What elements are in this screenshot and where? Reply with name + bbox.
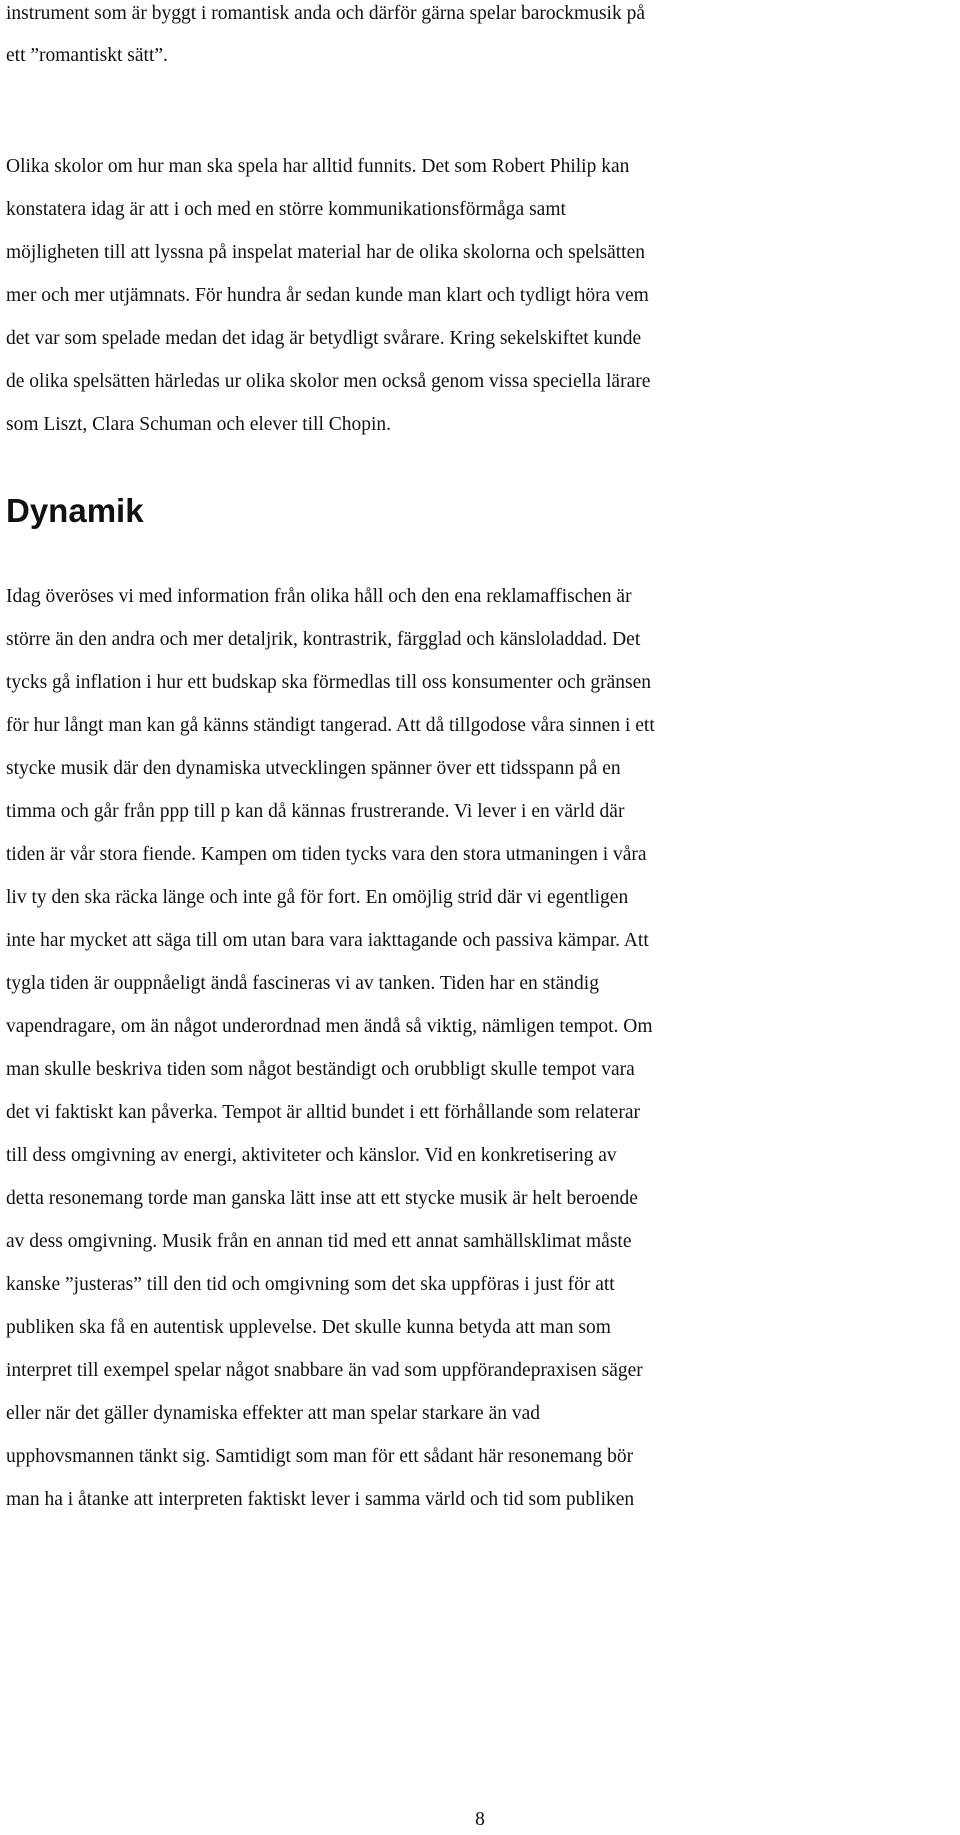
text-line: detta resonemang torde man ganska lätt inse att ett stycke musik är helt beroende: [6, 1188, 638, 1209]
text-line: kanske ”justeras” till den tid och omgivning som det ska uppföras i just för att: [6, 1274, 615, 1295]
text-line: stycke musik där den dynamiska utvecklingen spänner över ett tidsspann på en: [6, 758, 621, 779]
text-line: större än den andra och mer detaljrik, kontrastrik, färgglad och känsloladdad. Det: [6, 629, 641, 650]
text-line: konstatera idag är att i och med en större kommunikationsförmåga samt: [6, 199, 566, 220]
text-line: som Liszt, Clara Schuman och elever till Chopin.: [6, 414, 392, 435]
page-number: 8: [475, 1809, 485, 1830]
text-line: liv ty den ska räcka länge och inte gå för fort. En omöjlig strid där vi egentligen: [6, 887, 629, 908]
text-line: tycks gå inflation i hur ett budskap ska förmedlas till oss konsumenter och gränsen: [6, 672, 651, 693]
text-line: timma och går från ppp till p kan då kännas frustrerande. Vi lever i en värld där: [6, 801, 625, 822]
text-line: det var som spelade medan det idag är betydligt svårare. Kring sekelskiftet kunde: [6, 328, 642, 349]
text-line: tiden är vår stora fiende. Kampen om tiden tycks vara den stora utmaningen i våra: [6, 844, 647, 865]
section-heading: Dynamik: [6, 492, 144, 529]
text-line: till dess omgivning av energi, aktiviteter och känslor. Vid en konkretisering av: [6, 1145, 617, 1166]
text-line: av dess omgivning. Musik från en annan tid med ett annat samhällsklimat måste: [6, 1231, 632, 1252]
text-line: Olika skolor om hur man ska spela har alltid funnits. Det som Robert Philip kan: [6, 156, 630, 177]
text-line: man skulle beskriva tiden som något beständigt och orubbligt skulle tempot vara: [6, 1059, 635, 1080]
text-line: möjligheten till att lyssna på inspelat material har de olika skolorna och spelsätten: [6, 242, 645, 263]
text-line: eller när det gäller dynamiska effekter att man spelar starkare än vad: [6, 1403, 541, 1424]
text-line: interpret till exempel spelar något snabbare än vad som uppförandepraxisen säger: [6, 1360, 643, 1381]
text-line: publiken ska få en autentisk upplevelse. Det skulle kunna betyda att man som: [6, 1317, 611, 1338]
text-line: mer och mer utjämnats. För hundra år sedan kunde man klart och tydligt höra vem: [6, 285, 649, 306]
text-line: för hur långt man kan gå känns ständigt tangerad. Att då tillgodose våra sinnen i ett: [6, 715, 655, 736]
text-line: det vi faktiskt kan påverka. Tempot är alltid bundet i ett förhållande som relaterar: [6, 1102, 640, 1123]
text-line: Idag överöses vi med information från olika håll och den ena reklamaffischen är: [6, 586, 632, 607]
text-line: de olika spelsätten härledas ur olika skolor men också genom vissa speciella lärare: [6, 371, 651, 392]
text-line: man ha i åtanke att interpreten faktiskt lever i samma värld och tid som publiken: [6, 1489, 635, 1510]
text-line: tygla tiden är ouppnåeligt ändå fascineras vi av tanken. Tiden har en ständig: [6, 973, 599, 994]
text-line: ett ”romantiskt sätt”.: [6, 45, 168, 66]
text-line: vapendragare, om än något underordnad men ändå så viktig, nämligen tempot. Om: [6, 1016, 653, 1037]
text-line: instrument som är byggt i romantisk anda och därför gärna spelar barockmusik på: [6, 3, 645, 24]
text-line: inte har mycket att säga till om utan bara vara iakttagande och passiva kämpar. Att: [6, 930, 649, 951]
text-line: upphovsmannen tänkt sig. Samtidigt som man för ett sådant här resonemang bör: [6, 1446, 634, 1467]
